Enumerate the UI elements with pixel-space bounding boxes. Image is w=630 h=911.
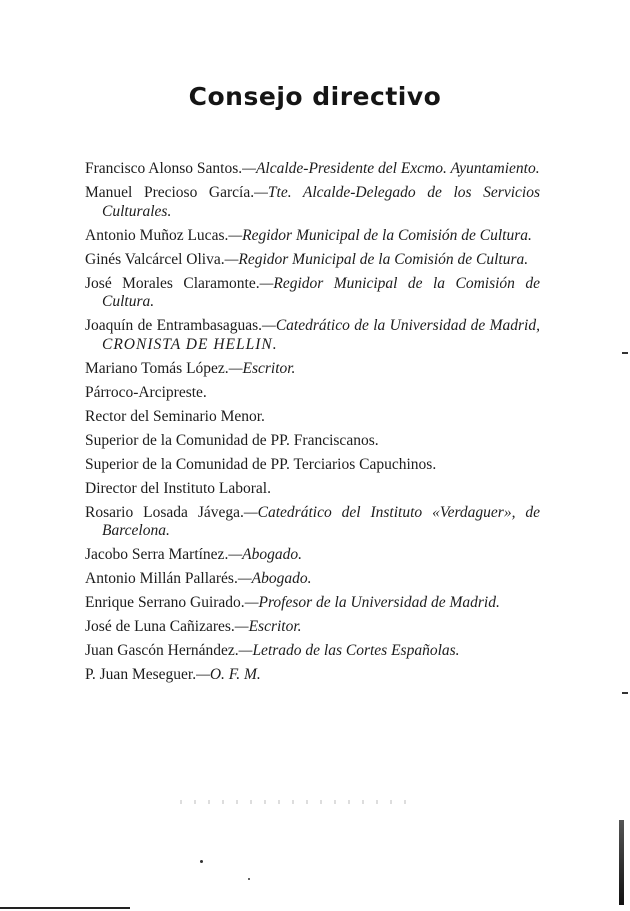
scan-speck — [248, 878, 250, 880]
list-item — [85, 160, 540, 179]
member-name: Superior de la Comunidad de PP. Franciscanos. — [85, 431, 379, 449]
member-role: —Escritor. — [228, 359, 296, 377]
member-name: Rosario Losada Jávega. — [85, 503, 244, 521]
member-name: Manuel Precioso García. — [85, 184, 255, 201]
list-item — [85, 360, 540, 379]
member-role: —Catedrático del Instituto «Verdaguer», de Barcelona. — [102, 503, 540, 539]
member-name: Superior de la Comunidad de PP. Terciarios Capuchinos. — [85, 455, 437, 473]
edge-mark — [622, 692, 628, 694]
member-name: Francisco Alonso Santos. — [85, 160, 243, 177]
list-item — [85, 666, 540, 685]
list-item — [85, 480, 540, 499]
list-item — [85, 184, 540, 221]
list-item — [85, 317, 540, 354]
list-item — [85, 275, 540, 312]
member-role: —O. F. M. — [196, 666, 261, 683]
member-role: —Profesor de la Universidad de Madrid. — [244, 594, 500, 611]
member-name: Párroco-Arcipreste. — [85, 383, 207, 401]
scan-speck — [200, 860, 203, 863]
list-item — [85, 642, 540, 661]
member-name: P. Juan Meseguer. — [85, 666, 197, 683]
member-role: —Tte. Alcalde-Delegado de los Servicios Culturales. — [102, 184, 540, 220]
member-name: Juan Gascón Hernández. — [85, 642, 239, 659]
member-role: —Catedrático de la Universidad de Madrid, — [262, 317, 540, 334]
member-role: —Abogado. — [228, 546, 302, 563]
page-title: Consejo directivo — [188, 82, 442, 111]
list-item — [85, 251, 540, 270]
member-role: —Abogado. — [237, 570, 312, 587]
list-item — [85, 227, 540, 246]
list-item — [85, 408, 540, 427]
member-list — [85, 160, 540, 690]
member-title: CRONISTA DE HELLIN. — [102, 335, 278, 353]
list-item — [85, 618, 540, 637]
member-name: Antonio Muñoz Lucas. — [85, 226, 229, 244]
list-item — [85, 432, 540, 451]
list-item — [85, 546, 540, 565]
member-role: —Regidor Municipal de la Comisión de Cultura. — [224, 250, 529, 268]
member-name: Jacobo Serra Martínez. — [85, 546, 229, 563]
member-name: Enrique Serrano Guirado. — [85, 594, 245, 611]
page-edge-line — [0, 907, 130, 909]
member-role: —Regidor Municipal de la Comisión de Cultura. — [228, 226, 532, 244]
list-item — [85, 570, 540, 589]
list-item — [85, 594, 540, 613]
member-name: José de Luna Cañizares. — [85, 618, 235, 635]
member-name: Rector del Seminario Menor. — [85, 407, 265, 425]
member-role: —Regidor Municipal de la Comisión de Cultura. — [102, 274, 541, 310]
member-role: —Escritor. — [234, 618, 302, 635]
member-name: Antonio Millán Pallarés. — [85, 570, 238, 587]
member-name: Ginés Valcárcel Oliva. — [85, 250, 225, 268]
member-name: José Morales Claramonte. — [85, 274, 260, 292]
member-name: Mariano Tomás López. — [85, 359, 229, 377]
scan-noise — [180, 800, 410, 804]
page-edge-shadow — [619, 820, 624, 905]
list-item — [85, 456, 540, 475]
edge-mark — [622, 352, 628, 354]
member-name: Joaquín de Entrambasaguas. — [85, 317, 263, 334]
member-role: —Alcalde-Presidente del Excmo. Ayuntamiento. — [242, 160, 540, 177]
member-role: —Letrado de las Cortes Españolas. — [238, 642, 460, 659]
member-name: Director del Instituto Laboral. — [85, 479, 271, 497]
list-item — [85, 384, 540, 403]
list-item — [85, 504, 540, 541]
